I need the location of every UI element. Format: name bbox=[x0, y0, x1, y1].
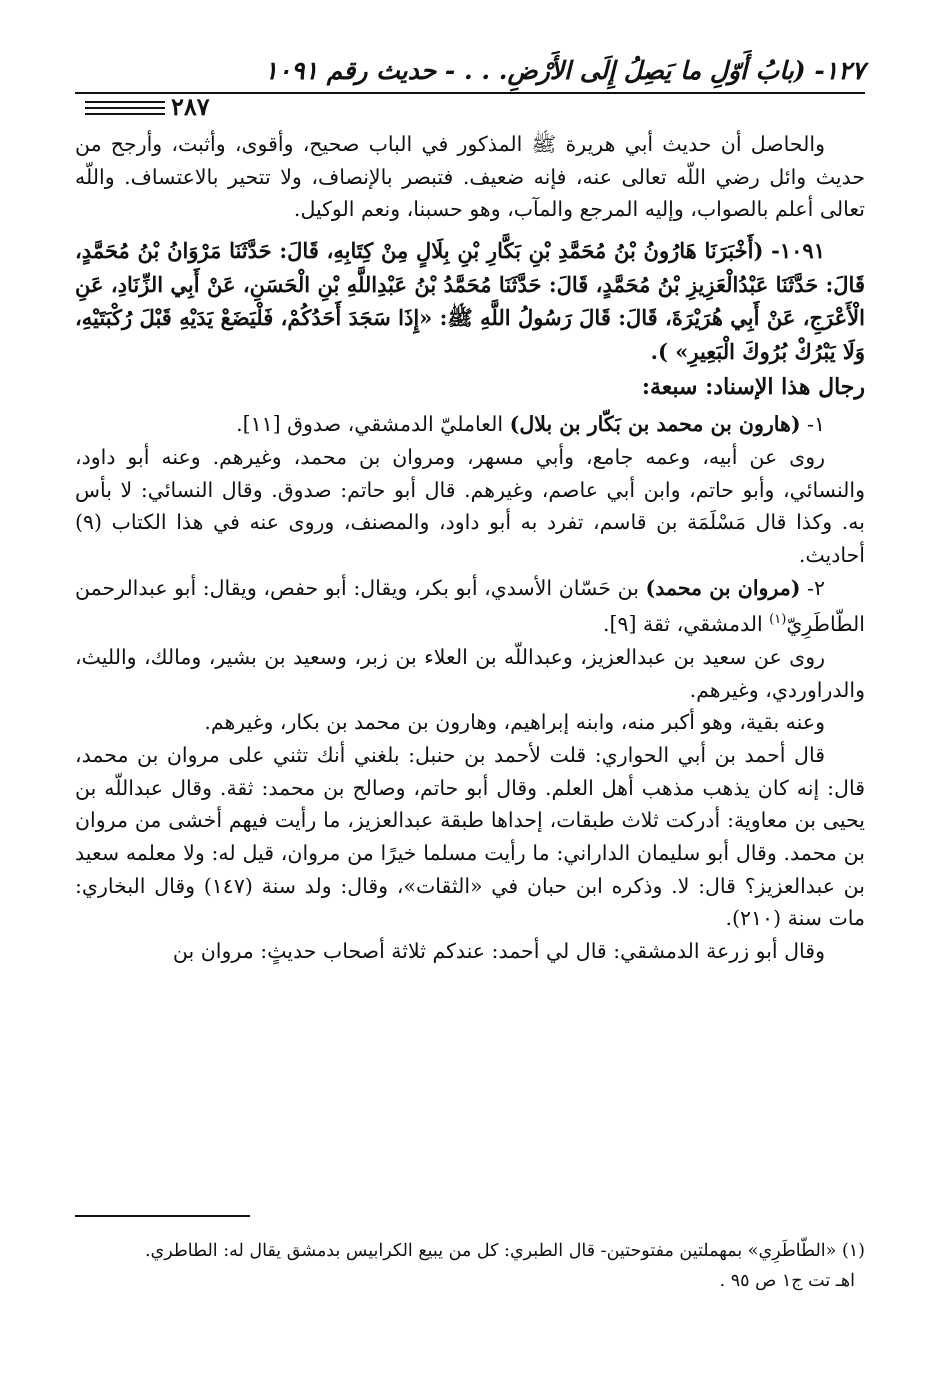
narrator-2-lineage: بن حَسّان الأسدي، أبو بكر، ويقال: أبو حفص، ويقال: أبو عبدالرحمن الطّاطَرِيّ bbox=[75, 575, 865, 637]
narrator-2-number: ٢- bbox=[800, 575, 825, 600]
page-number-rules bbox=[85, 101, 165, 119]
narrator-1-bio: روى عن أبيه، وعمه جامع، وأبي مسهر، ومروان بن محمد، وغيرهم. وعنه أبو داود، والنسائي، وأبو حاتم، وابن أبي عاصم، وغيرهم. قال أبو حاتم: صدوق. وقال النسائي: لا بأس به. وكذا قال مَسْلَمَة بن قاسم، تفرد به أبو داود، والمصنف، وروى عنه في هذا الكتاب (٩) أحاديث. bbox=[75, 444, 865, 567]
footnote-line-2: اهـ تت ج١ ص ٩٥ . bbox=[719, 1271, 855, 1291]
narrator-1-name: (هارون بن محمد بن بَكّار بن بلال) bbox=[509, 412, 801, 437]
footnote-ref[interactable]: (١) bbox=[769, 612, 787, 628]
narrator-2-opinions: قال أحمد بن أبي الحواري: قلت لأحمد بن حنبل: بلغني أنك تثني على مروان بن محمد، قال: إنه كان يذهب مذهب أهل العلم. وقال أبو حاتم، وصالح بن محمد: ثقة. وقال عبداللّه بن يحيى بن معاوية: أدركت ثلاث طبقات، إحداها طبقة عبدالعزيز، ما رأيت فيهم أخشى من مروان بن محمد. وقال أبو سليمان الداراني: ما رأيت مسلما خيرًا من مروان، قيل له: ولا معلمه سعيد بن عبدالعزيز؟ قال: لا. وذكره ابن حبان في «الثقات»، وقال: ولد سنة (١٤٧) وقال البخاري: مات سنة (٢١٠). bbox=[75, 742, 865, 931]
footnote bbox=[70, 1236, 865, 1296]
narrator-2-grade: الدمشقي، ثقة [٩]. bbox=[602, 612, 770, 637]
narrator-2-name: (مروان بن محمد) bbox=[645, 575, 801, 600]
running-header bbox=[75, 40, 865, 121]
narrator-2-more: وقال أبو زرعة الدمشقي: قال لي أحمد: عندكم ثلاثة أصحاب حديثٍ: مروان بن bbox=[172, 939, 825, 964]
narrator-2-entry bbox=[75, 572, 865, 641]
narrator-1-entry bbox=[75, 408, 865, 441]
page-number: ٢٨٧ bbox=[171, 92, 210, 121]
narrator-2-students: وعنه بقية، وهو أكبر منه، وابنه إبراهيم، وهارون بن محمد بن بكار، وغيرهم. bbox=[204, 710, 825, 735]
page-body bbox=[75, 128, 865, 968]
narrator-1-grade: العامليّ الدمشقي، صدوق [١١]. bbox=[236, 412, 510, 437]
narrator-2-teachers: روى عن سعيد بن عبدالعزيز، وعبداللّه بن العلاء بن زبر، وسعيد بن بشير، ومالك، والليث، والدراوردي، وغيرهم. bbox=[75, 644, 865, 702]
section-heading: رجال هذا الإسناد: سبعة: bbox=[641, 374, 865, 401]
hadith-text: ١٠٩١- (أَخْبَرَنَا هَارُونُ بْنُ مُحَمَّدِ بْنِ بَكَّارِ بْنِ بِلَالٍ مِنْ كِتَابِهِ، قَالَ: حَدَّثَنَا مَرْوَانُ بْنُ مُحَمَّدٍ، قَالَ: حَدَّثَنَا عَبْدُالْعَزِيزِ بْنُ مُحَمَّدٍ، قَالَ: حَدَّثَنَا مُحَمَّدُ بْنُ عَبْدِاللَّهِ بْنِ الْحَسَنِ، عَنْ أَبِي الزِّنَادِ، عَنِ الْأَعْرَجِ، عَنْ أَبِي هُرَيْرَةَ، قَالَ: قَالَ رَسُولُ اللَّهِ ﷺ: «إِذَا سَجَدَ أَحَدُكُمْ، فَلْيَضَعْ يَدَيْهِ قَبْلَ رُكْبَتَيْهِ، وَلَا يَبْرُكْ بُرُوكَ الْبَعِيرِ» ). bbox=[75, 238, 865, 364]
chapter-title: ١٢٧- (بابُ أَوّلِ ما يَصِلُ إِلَى الأَرْضِ. . . - حديث رقم ١٠٩١ bbox=[264, 56, 865, 85]
page bbox=[75, 40, 865, 964]
footnote-rule bbox=[75, 1215, 250, 1217]
commentary-paragraph: والحاصل أن حديث أبي هريرة ﷺ المذكور في الباب صحيح، وأقوى، وأثبت، وأرجح من حديث وائل رضي اللّه تعالى عنه، فإنه ضعيف. فتبصر بالإنصاف، ولا تتحير بالاعتساف. واللّه تعالى أعلم بالصواب، وإليه المرجع والمآب، وهو حسبنا، ونعم الوكيل. bbox=[75, 132, 865, 222]
page-number-block bbox=[75, 92, 255, 121]
narrator-1-number: ١- bbox=[800, 412, 825, 437]
footnote-line-1: (١) «الطّاطَرِي» بمهملتين مفتوحتين- قال الطبري: كل من يبيع الكرابيس بدمشق يقال له: الطاطري. bbox=[144, 1241, 865, 1261]
